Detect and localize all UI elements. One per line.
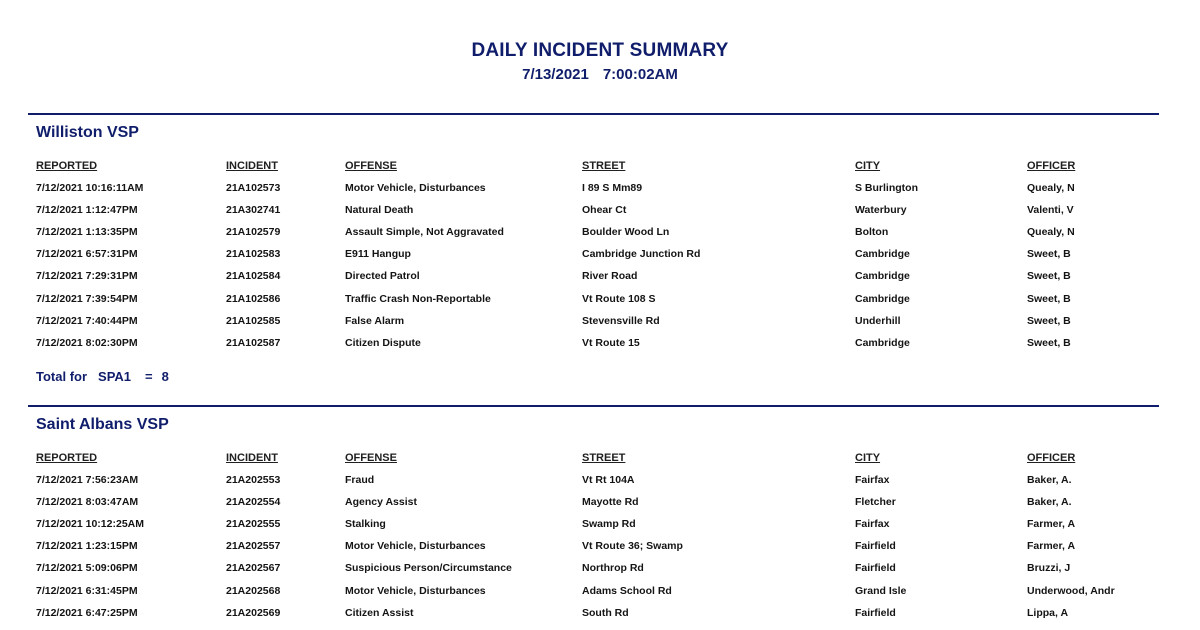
cell-street: Vt Route 15	[582, 336, 640, 349]
cell-offense: Fraud	[345, 474, 375, 486]
cell-officer: Sweet, B	[1027, 248, 1071, 261]
cell-street: River Road	[582, 270, 638, 283]
table-row	[0, 474, 1200, 494]
cell-city: Cambridge	[855, 336, 910, 349]
cell-city: Waterbury	[855, 204, 907, 217]
table-row	[0, 607, 1200, 627]
cell-street: Northrop Rd	[582, 562, 644, 575]
cell-officer: Sweet, B	[1027, 292, 1071, 305]
cell-reported: 7/12/2021 10:16:11AM	[36, 182, 144, 194]
cell-street: Cambridge Junction Rd	[582, 248, 701, 261]
total-code: SPA1	[98, 369, 132, 384]
column-header-incident: INCIDENT	[226, 452, 278, 464]
cell-reported: 7/12/2021 6:31:45PM	[36, 584, 138, 597]
cell-incident: 21A202554	[226, 496, 281, 509]
column-header-reported: REPORTED	[36, 452, 98, 464]
column-header-reported: REPORTED	[36, 160, 98, 172]
column-header-city: CITY	[855, 160, 881, 172]
cell-reported: 7/12/2021 8:03:47AM	[36, 496, 139, 509]
table-row	[0, 226, 1200, 246]
cell-incident: 21A302741	[226, 204, 281, 217]
cell-city: Fairfax	[855, 518, 890, 531]
column-header-city: CITY	[855, 452, 881, 464]
total-equals: =	[145, 369, 153, 384]
column-header-street: STREET	[582, 160, 626, 172]
cell-city: Cambridge	[855, 270, 910, 283]
column-header-row	[0, 160, 1200, 180]
cell-reported: 7/12/2021 1:12:47PM	[36, 204, 138, 217]
cell-street: Mayotte Rd	[582, 496, 639, 509]
section-title: Williston VSP	[36, 124, 139, 141]
cell-offense: Motor Vehicle, Disturbances	[345, 540, 486, 553]
cell-street: Vt Route 36; Swamp	[582, 540, 683, 553]
cell-street: South Rd	[582, 606, 629, 619]
cell-reported: 7/12/2021 7:40:44PM	[36, 314, 138, 327]
cell-street: Swamp Rd	[582, 518, 636, 531]
cell-reported: 7/12/2021 1:23:15PM	[36, 540, 138, 553]
table-row	[0, 248, 1200, 268]
cell-offense: Stalking	[345, 518, 386, 531]
cell-officer: Bruzzi, J	[1027, 562, 1071, 575]
cell-offense: Motor Vehicle, Disturbances	[345, 182, 486, 194]
cell-offense: Suspicious Person/Circumstance	[345, 562, 512, 575]
column-header-row	[0, 452, 1200, 472]
cell-street: Vt Rt 104A	[582, 474, 635, 486]
cell-reported: 7/12/2021 5:09:06PM	[36, 562, 138, 575]
section-divider	[28, 405, 1159, 407]
cell-reported: 7/12/2021 6:47:25PM	[36, 606, 138, 619]
cell-city: Grand Isle	[855, 584, 907, 597]
table-row	[0, 337, 1200, 357]
cell-incident: 21A102573	[226, 182, 281, 194]
total-count: 8	[161, 369, 169, 384]
cell-reported: 7/12/2021 8:02:30PM	[36, 336, 138, 349]
cell-city: Fairfield	[855, 540, 896, 553]
cell-incident: 21A102584	[226, 270, 281, 283]
cell-offense: Citizen Dispute	[345, 336, 421, 349]
column-header-officer: OFFICER	[1027, 452, 1076, 464]
section-divider	[28, 113, 1159, 115]
column-header-street: STREET	[582, 452, 626, 464]
table-row	[0, 204, 1200, 224]
cell-offense: Agency Assist	[345, 496, 417, 509]
cell-incident: 21A202567	[226, 562, 281, 575]
section-title: Saint Albans VSP	[36, 416, 169, 433]
total-label: Total for	[36, 369, 88, 384]
cell-street: Stevensville Rd	[582, 314, 660, 327]
table-row	[0, 270, 1200, 290]
cell-incident: 21A202557	[226, 540, 281, 553]
table-row	[0, 540, 1200, 560]
column-header-offense: OFFENSE	[345, 452, 397, 464]
cell-offense: E911 Hangup	[345, 248, 411, 261]
cell-offense: Motor Vehicle, Disturbances	[345, 584, 486, 597]
cell-incident: 21A102579	[226, 226, 281, 239]
cell-offense: Natural Death	[345, 204, 414, 217]
report-datetime	[0, 66, 1200, 83]
column-header-officer: OFFICER	[1027, 160, 1076, 172]
report-title: DAILY INCIDENT SUMMARY	[471, 40, 729, 61]
cell-street: Ohear Ct	[582, 204, 627, 217]
cell-officer: Baker, A.	[1027, 474, 1072, 486]
cell-street: I 89 S Mm89	[582, 182, 643, 194]
cell-incident: 21A102585	[226, 314, 281, 327]
cell-reported: 7/12/2021 7:29:31PM	[36, 270, 138, 283]
cell-reported: 7/12/2021 7:39:54PM	[36, 292, 138, 305]
report-time: 7:00:02AM	[602, 66, 678, 83]
table-row	[0, 518, 1200, 538]
cell-offense: False Alarm	[345, 314, 405, 327]
cell-incident: 21A102583	[226, 248, 281, 261]
cell-city: S Burlington	[855, 182, 918, 194]
cell-officer: Valenti, V	[1027, 204, 1074, 217]
cell-officer: Farmer, A	[1027, 518, 1076, 531]
table-row	[0, 182, 1200, 202]
cell-incident: 21A202555	[226, 518, 281, 531]
table-row	[0, 585, 1200, 605]
cell-officer: Baker, A.	[1027, 496, 1072, 509]
table-row	[0, 315, 1200, 335]
cell-officer: Sweet, B	[1027, 270, 1071, 283]
cell-city: Fletcher	[855, 496, 896, 509]
column-header-incident: INCIDENT	[226, 160, 278, 172]
cell-street: Vt Route 108 S	[582, 292, 656, 305]
column-header-offense: OFFENSE	[345, 160, 397, 172]
cell-city: Fairfield	[855, 606, 896, 619]
cell-city: Bolton	[855, 226, 889, 239]
cell-officer: Quealy, N	[1027, 182, 1075, 194]
cell-street: Boulder Wood Ln	[582, 226, 670, 239]
cell-officer: Farmer, A	[1027, 540, 1076, 553]
cell-offense: Citizen Assist	[345, 606, 414, 619]
cell-reported: 7/12/2021 1:13:35PM	[36, 226, 138, 239]
cell-street: Adams School Rd	[582, 584, 672, 597]
table-row	[0, 293, 1200, 313]
cell-incident: 21A202569	[226, 606, 281, 619]
cell-officer: Underwood, Andr	[1027, 584, 1115, 597]
cell-city: Cambridge	[855, 292, 910, 305]
cell-reported: 7/12/2021 10:12:25AM	[36, 518, 144, 531]
report-date: 7/13/2021	[522, 66, 589, 83]
cell-city: Fairfield	[855, 562, 896, 575]
section-total	[36, 369, 169, 384]
cell-incident: 21A202568	[226, 584, 281, 597]
cell-incident: 21A102586	[226, 292, 281, 305]
cell-incident: 21A102587	[226, 336, 281, 349]
cell-incident: 21A202553	[226, 474, 281, 486]
cell-city: Underhill	[855, 314, 901, 327]
table-row	[0, 496, 1200, 516]
cell-officer: Sweet, B	[1027, 314, 1071, 327]
cell-city: Cambridge	[855, 248, 910, 261]
cell-officer: Sweet, B	[1027, 336, 1071, 349]
cell-officer: Quealy, N	[1027, 226, 1075, 239]
cell-offense: Directed Patrol	[345, 270, 420, 283]
cell-city: Fairfax	[855, 474, 890, 486]
cell-reported: 7/12/2021 6:57:31PM	[36, 248, 138, 261]
cell-officer: Lippa, A	[1027, 606, 1069, 619]
cell-offense: Assault Simple, Not Aggravated	[345, 226, 504, 239]
table-row	[0, 562, 1200, 582]
cell-reported: 7/12/2021 7:56:23AM	[36, 474, 139, 486]
cell-offense: Traffic Crash Non-Reportable	[345, 292, 491, 305]
